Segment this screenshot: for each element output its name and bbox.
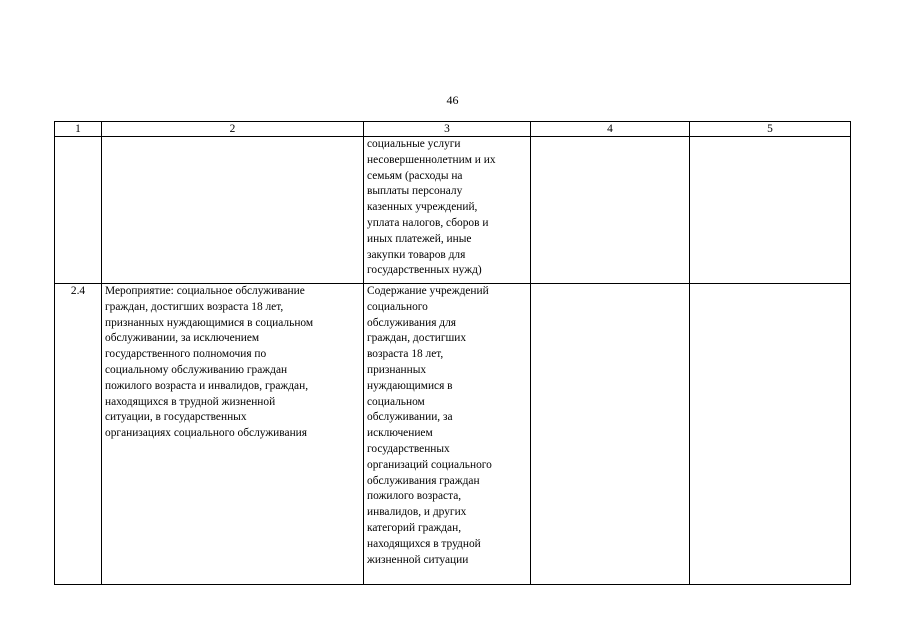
text-line: социальному обслуживанию граждан [105,363,288,376]
content-description-cell [364,137,531,284]
text-line: исключением [367,427,433,440]
text-line: граждан, достигших [367,332,467,345]
text-line: находящихся в трудной жизненной [105,395,276,408]
text-line: социального [367,300,428,313]
text-line: организациях социального обслуживания [105,427,307,440]
column-header-3: 3 [364,122,531,137]
text-line: государственных нужд) [367,264,482,277]
text-line: обслуживании, за [367,411,453,424]
text-line: Содержание учреждений [367,285,489,297]
activity-description-cell [102,284,364,585]
text-line: жизненной ситуации [367,553,469,566]
page-number: 46 [446,93,459,107]
text-line: уплата налогов, сборов и [367,216,489,229]
text-line: социальные услуги [367,138,461,150]
text-line: иных платежей, иные [367,232,472,245]
row-number-cell [55,137,102,284]
text-line: государственных [367,442,450,455]
text-line: находящихся в трудной [367,537,481,550]
activity-description-cell [102,137,364,284]
text-line: пожилого возраста, [367,490,462,503]
text-line: государственного полномочия по [105,348,267,361]
text-line: казенных учреждений, [367,201,478,214]
text-line: признанных [367,363,427,376]
text-line: признанных нуждающимися в социальном [105,316,314,329]
text-line: пожилого возраста и инвалидов, граждан, [105,379,309,392]
text-line: обслуживания граждан [367,474,480,487]
table-row [55,137,851,284]
column-header-5: 5 [690,122,851,137]
column-header-2: 2 [102,122,364,137]
program-table [54,121,851,585]
text-line: категорий граждан, [367,521,462,534]
text-line: инвалидов, и других [367,506,467,519]
table-row [55,284,851,585]
text-line: нуждающимися в [367,379,453,392]
text-line: граждан, достигших возраста 18 лет, [105,300,284,313]
row-number-cell: 2.4 [55,284,102,585]
column-5-cell [690,284,851,585]
text-line: ситуации, в государственных [105,411,247,424]
text-line: семьям (расходы на [367,169,463,182]
column-header-1: 1 [55,122,102,137]
column-4-cell [531,137,690,284]
text-line: социальном [367,395,425,408]
text-line: обслуживании, за исключением [105,332,260,345]
text-line: несовершеннолетним и их [367,153,496,166]
text-line: выплаты персоналу [367,185,463,198]
text-line: организаций социального [367,458,492,471]
column-5-cell [690,137,851,284]
text-line: обслуживания для [367,316,457,329]
content-description-cell [364,284,531,585]
column-header-4: 4 [531,122,690,137]
text-line: закупки товаров для [367,248,466,261]
text-line: Мероприятие: социальное обслуживание [105,285,305,297]
text-line: возраста 18 лет, [367,348,444,361]
table-header-row [55,122,851,137]
column-4-cell [531,284,690,585]
